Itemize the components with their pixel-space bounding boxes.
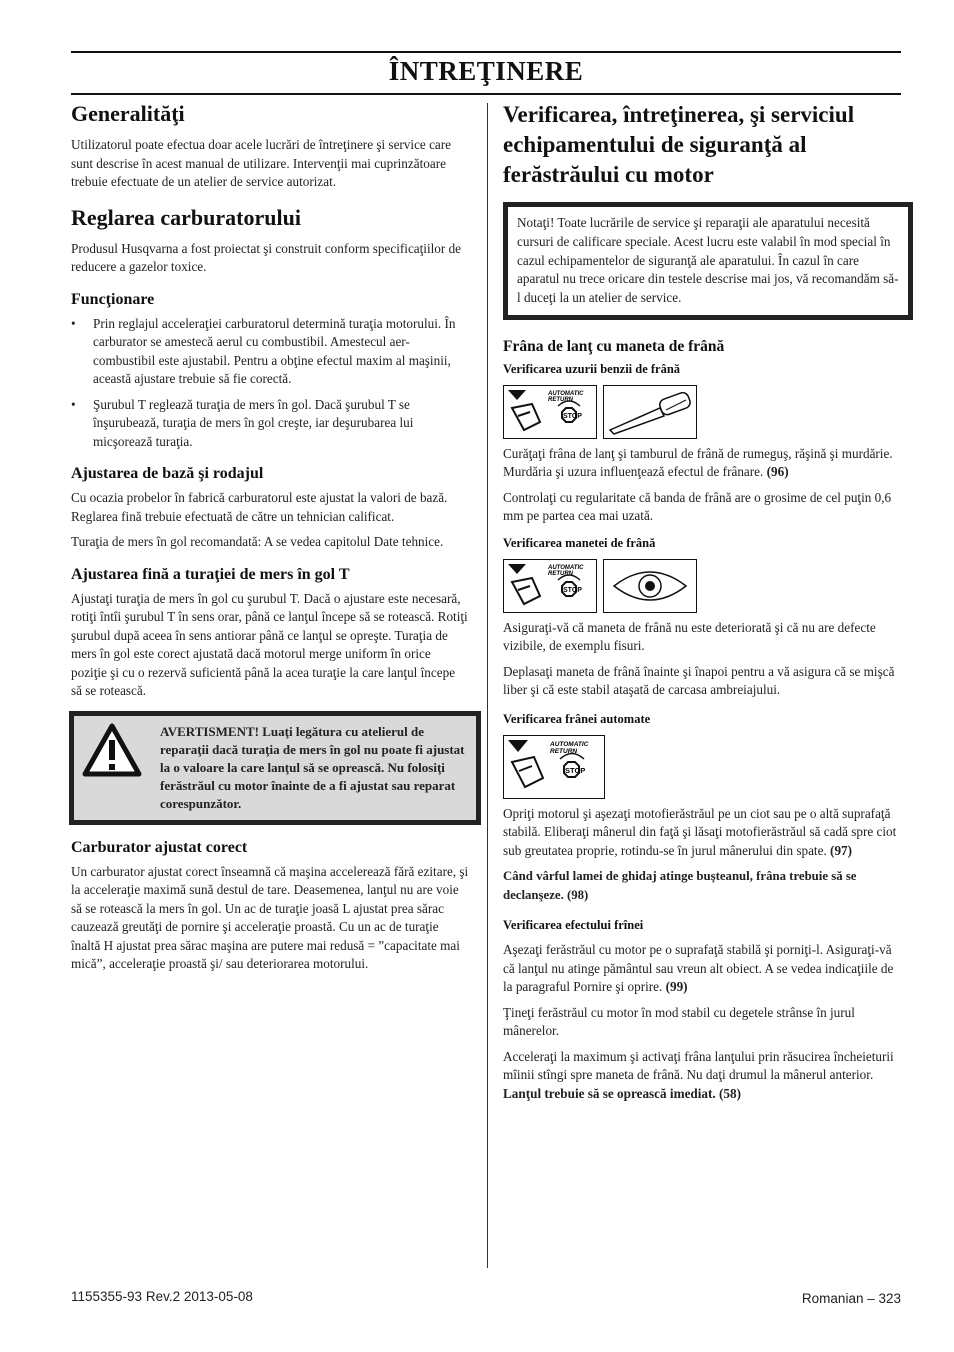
svg-text:RETURN: RETURN [550, 747, 578, 755]
heading-brake-lever: Verificarea manetei de frână [503, 535, 656, 550]
column-divider [487, 103, 488, 1268]
left-column [71, 100, 469, 981]
figure-ref: (96) [766, 464, 789, 480]
note-text: Notaţi! Toate lucrările de service şi reparaţii ale aparatului necesită cursuri de calificare speciale. Acest lucru este valabil în mod special în cazul echipamentelor de siguranţă ale aparatului. În cazul în care aparatul nu trece oricare din testele descrise mai jos, vă recomandăm să-l duceţi la un atelier de service. [517, 215, 899, 306]
warning-text: AVERTISMENT! Luaţi legătura cu atelierul de reparaţii dacă turaţia de mers în gol nu poate fi ajustat la o valoare la care lanţul să se oprească. Nu folosiţi ferăstrăul cu motor înainte de a fi ajustat sau reparat corespunzător. [160, 723, 465, 811]
para-effect-1: Aşezaţi ferăstrăul cu motor pe o suprafaţă stabilă şi porniţi-l. Asiguraţi-vă că lanţul nu atinge pământul sau vreun alt obiect. A se vedea indicaţiile de la paragraful Pornire şi oprire. (99) [503, 942, 894, 995]
para-lever-2: Deplasaţi maneta de frână înainte şi înapoi pentru a vă asigura că se mişcă liber şi că este stabil ataşată de carcasa ambreiajului. [503, 663, 895, 698]
figure-ref: (99) [665, 979, 688, 995]
para-auto-bold: Când vârful lamei de ghidaj atinge buşteanul, frâna trebuie să se declanşeze. (98) [503, 869, 857, 902]
note-box [503, 202, 913, 320]
svg-text:RETURN: RETURN [548, 570, 573, 577]
eye-icon [603, 559, 697, 613]
para-base-2: Turaţia de mers în gol recomandată: A se vedea capitolul Date tehnice. [71, 534, 444, 549]
para-correct-carb: Un carburator ajustat corect înseamnă că maşina accelerează fără ezitare, şi la acceleraţie maximă sună destul de tare. Deasemenea, lanţul nu are voie să se rotească la mers în gol. Un ac de turaţie joasă L ajustat prea sărac cauzează greutăţi de pornire şi acceleraţie proastă. Cu un ac de turaţie înaltă H ajustat prea sărac maşina are putere mai redusă = ”capacitate mai mică”, acceleraţie proastă şi/ sau deteriorarea motorului. [71, 863, 469, 971]
para-base-1: Cu ocazia probelor în fabrică carburatorul este ajustat la valori de bază. Reglarea fină trebuie efectuată de către un tehnician calificat. [71, 490, 448, 524]
heading-fine-adjust: Ajustarea fină a turaţiei de mers în gol T [71, 565, 350, 583]
para-general: Utilizatorul poate efectua doar acele lucrări de întreţinere şi service care sunt descrise în acest manual de utilizare. Intervenţii mai cuprinzătoare trebuie efectuate de un atelier de service autorizat. [71, 137, 452, 189]
para-effect-2: Ţineţi ferăstrăul cu motor în mod stabil cu degetele strânse în jurul mânerelor. [503, 1004, 855, 1039]
svg-text:STOP: STOP [563, 412, 582, 420]
para-wear-1: Curăţaţi frâna de lanţ şi tamburul de frână de rumeguş, răşină şi murdărie. Murdăria şi uzura influenţează efectul de frânare. (96) [503, 445, 893, 480]
heading-general: Generalităţi [71, 101, 185, 126]
para-wear-2: Controlaţi cu regularitate că banda de frână are o grosime de cel puţin 0,6 mm pe partea cea mai uzată. [503, 489, 892, 524]
heading-brake-effect: Verificarea efectului frînei [503, 918, 644, 933]
footer-doc-id: 1155355-93 Rev.2 2013-05-08 [71, 1289, 253, 1304]
para-carburetor: Produsul Husqvarna a fost proiectat şi construit conform specificaţiilor de reducere a gazelor toxice. [71, 240, 462, 274]
heading-safety-equipment: Verificarea, întreţinerea, şi serviciul echipamentului de siguranţă al ferăstrăului cu motor [503, 102, 855, 187]
heading-chain-brake: Frâna de lanţ cu maneta de frână [503, 337, 725, 355]
function-list [71, 315, 469, 452]
para-auto: Opriţi motorul şi aşezaţi motofierăstrăul pe un ciot sau pe o altă suprafaţă stabilă. Eliberaţi mânerul din faţă şi lăsaţi motofierăstrăul să cadă spre ciot sub greutatea proprie, rotindu-se în jurul mânerului din spate. (97) [503, 805, 897, 858]
warning-box [69, 711, 481, 825]
svg-text:AUTOMATIC: AUTOMATIC [548, 564, 584, 571]
heading-auto-brake: Verificarea frânei automate [503, 711, 651, 726]
figure-brake-lever [503, 559, 901, 613]
warning-icon [82, 723, 152, 813]
svg-text:AUTOMATIC: AUTOMATIC [550, 740, 589, 748]
list-item: • Prin reglajul acceleraţiei carburatorul determină turaţia motorului. În carburator se amestecă aerul cu combustibil. Amestecul aer-combustibil este ajustabil. Pentru a obţine efectul maxim al maşinii, această ajustare trebuie să fie corectă. [93, 315, 469, 389]
footer-page-number: Romanian – 323 [801, 1291, 901, 1306]
title-rule [71, 93, 901, 95]
heading-function: Funcţionare [71, 290, 155, 308]
auto-return-stop-icon [503, 385, 597, 439]
figure-auto-brake [503, 735, 901, 799]
svg-text:STOP: STOP [565, 765, 586, 775]
figure-brake-wear [503, 385, 901, 439]
heading-correct-carb: Carburator ajustat corect [71, 838, 248, 856]
brush-icon [603, 385, 697, 439]
top-rule [71, 51, 901, 53]
para-effect-3: Acceleraţi la maximum şi activaţi frâna lanţului prin răsucirea încheieturii mîinii stîngi spre maneta de frână. Nu daţi drumul la mânerul anterior. Lanţul trebuie să se oprească imediat. (58) [503, 1048, 894, 1101]
svg-text:RETURN: RETURN [548, 396, 573, 403]
para-lever-1: Asiguraţi-vă că maneta de frână nu este deteriorată şi că nu are defecte vizibile, de exemplu fisuri. [503, 619, 876, 654]
para-fine: Ajustaţi turaţia de mers în gol cu şurubul T. Dacă o ajustare este necesară, rotiţi întîi şurubul T în sens orar, până ce lanţul începe să se rotească. Rotiţi şurubul după aceea în sens antiorar până ce lanţul se opreşte. Turaţia de mers în gol este corect ajustată dacă motorul merge uniform în orice poziţie şi cu o rezervă suficientă până la acea turaţie la care lanţul începe să se rotească. [71, 590, 468, 698]
svg-text:AUTOMATIC: AUTOMATIC [548, 390, 584, 397]
list-item: • Şurubul T reglează turaţia de mers în gol. Dacă şurubul T se înşurubează, turaţia de mers în gol creşte, iar deşurubarea lui micşorează turaţia. [93, 396, 469, 452]
heading-carburetor: Reglarea carburatorului [71, 204, 301, 230]
heading-base-adjust: Ajustarea de bază şi rodajul [71, 465, 264, 482]
heading-brake-wear: Verificarea uzurii benzii de frână [503, 361, 681, 376]
auto-return-stop-icon [503, 735, 605, 799]
figure-ref: (97) [830, 842, 853, 858]
page-title: ÎNTREŢINERE [388, 56, 584, 86]
svg-text:STOP: STOP [563, 586, 582, 594]
auto-return-stop-icon [503, 559, 597, 613]
right-column [503, 100, 901, 1110]
